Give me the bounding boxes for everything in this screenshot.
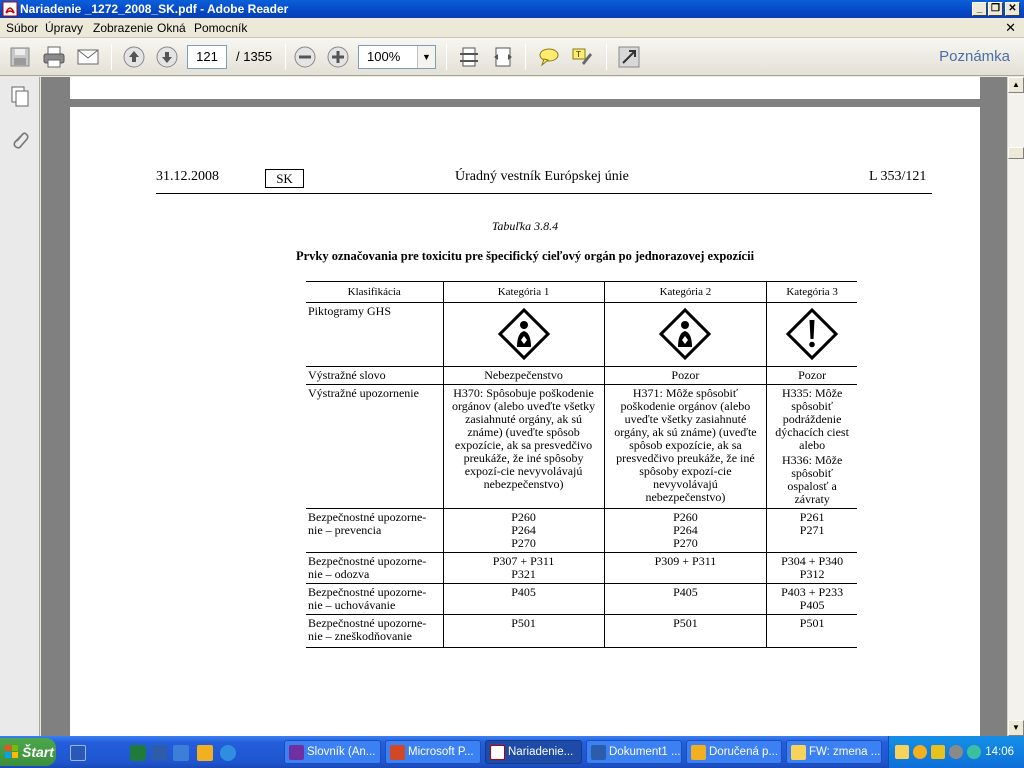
internet-explorer-icon[interactable] xyxy=(220,745,236,761)
page-number-input[interactable]: 121 xyxy=(187,45,227,69)
table-cell xyxy=(767,615,857,648)
table-cell xyxy=(604,553,767,584)
chevron-down-icon[interactable]: ▼ xyxy=(417,46,435,68)
app-icon xyxy=(390,745,405,760)
p-code: P312 xyxy=(799,567,825,581)
system-tray xyxy=(888,736,1024,768)
hazard-statement: H336: Môže spôsobiť ospalosť a závraty xyxy=(781,453,843,506)
navigation-panel xyxy=(0,77,40,736)
app-icon xyxy=(591,745,606,760)
p-code: P260 xyxy=(673,510,698,524)
table-cell xyxy=(604,584,767,615)
table-row xyxy=(306,385,857,509)
p-code: P501 xyxy=(799,616,825,630)
clock-tray-icon[interactable] xyxy=(913,745,927,759)
table-cell xyxy=(443,303,604,367)
header-category-1: Kategória 1 xyxy=(443,282,604,303)
app-icon xyxy=(490,745,505,760)
row-label: Bezpečnostné upozorne-nie – uchovávanie xyxy=(306,584,443,615)
attachment-icon[interactable] xyxy=(9,129,31,151)
taskbar-item-powerpoint[interactable] xyxy=(385,740,481,764)
p-code: P405 xyxy=(511,585,536,599)
comment-icon[interactable] xyxy=(537,45,561,69)
status-tray-icon[interactable] xyxy=(967,745,981,759)
expand-icon[interactable] xyxy=(617,45,641,69)
pages-icon[interactable] xyxy=(9,85,31,107)
taskbar-item-fw-zmena[interactable] xyxy=(786,740,882,764)
table-title: Prvky označovania pre toxicitu pre špecifický cieľový orgán po jednorazovej expozícii xyxy=(295,249,755,263)
p-code: P261 xyxy=(799,510,825,524)
close-document-icon[interactable]: ✕ xyxy=(1005,20,1016,35)
menu-bar xyxy=(0,18,1024,38)
menu-view[interactable]: Zobrazenie xyxy=(93,21,154,35)
p-code: P403 + P233 xyxy=(781,585,844,599)
task-label: Dokument1 ... xyxy=(609,746,681,758)
toolbar-separator xyxy=(606,44,607,70)
maximize-button[interactable]: ❐ xyxy=(988,2,1003,16)
table-row xyxy=(306,615,857,648)
p-code: P270 xyxy=(511,536,536,550)
table-cell xyxy=(767,303,857,367)
mail-tray-icon[interactable] xyxy=(895,745,909,759)
health-hazard-pictogram xyxy=(658,307,712,361)
taskbar-item-dokument1[interactable] xyxy=(586,740,682,764)
start-button[interactable] xyxy=(0,738,56,766)
task-label: Doručená p... xyxy=(709,746,779,758)
close-button[interactable]: ✕ xyxy=(1005,2,1020,16)
table-cell: H370: Spôsobuje poškodenie orgánov (alebo uveďte všetky zasiahnuté orgány, ak sú známe) (uveďte spôsob expozície, ak sa presvedčivo preukáže, že iné spôsoby expozí-cie nevyvolávajú nebezpečenstvo) xyxy=(443,385,604,509)
table-cell xyxy=(443,553,604,584)
header-rule xyxy=(156,193,932,194)
security-shield-icon[interactable] xyxy=(931,745,945,759)
menu-window[interactable]: Okná xyxy=(157,21,186,35)
row-label: Bezpečnostné upozorne-nie – zneškodňovanie xyxy=(306,615,443,648)
header-classification: Klasifikácia xyxy=(306,282,443,303)
table-cell xyxy=(767,584,857,615)
table-row xyxy=(306,509,857,553)
row-label: Piktogramy GHS xyxy=(306,303,443,367)
window-title: Nariadenie _1272_2008_SK.pdf - Adobe Reader xyxy=(20,2,289,16)
email-icon[interactable] xyxy=(76,45,100,69)
table-row xyxy=(306,367,857,385)
table-cell: Pozor xyxy=(604,367,767,385)
p-code: P309 + P311 xyxy=(654,554,717,568)
p-code: P264 xyxy=(673,523,698,537)
header-category-3: Kategória 3 xyxy=(767,282,857,303)
language-box: SK xyxy=(265,169,304,188)
scroll-down-button[interactable]: ▼ xyxy=(1008,720,1024,736)
taskbar-item-nariadenie[interactable] xyxy=(485,740,582,764)
p-code: P304 + P340 xyxy=(781,554,844,568)
health-hazard-pictogram xyxy=(497,307,551,361)
hazard-statement: H335: Môže spôsobiť podráždenie dýchacích ciest alebo xyxy=(775,386,849,452)
row-label: Bezpečnostné upozorne-nie – prevencia xyxy=(306,509,443,553)
minimize-button[interactable]: _ xyxy=(972,2,987,16)
toolbar-separator xyxy=(285,44,286,70)
document-view[interactable] xyxy=(41,77,1007,736)
p-code: P264 xyxy=(511,523,536,537)
save-icon[interactable] xyxy=(8,45,32,69)
toolbar-separator xyxy=(525,44,526,70)
zoom-value: 100% xyxy=(367,49,401,64)
excel-icon[interactable] xyxy=(130,745,146,761)
menu-file[interactable]: Súbor xyxy=(6,21,39,35)
toolbar xyxy=(0,38,1024,76)
zoom-select[interactable] xyxy=(358,45,436,69)
task-label: FW: zmena ... xyxy=(809,746,881,758)
clock: 14:06 xyxy=(985,746,1014,758)
scroll-up-button[interactable]: ▲ xyxy=(1008,77,1024,93)
word-icon[interactable] xyxy=(151,745,167,761)
title-bar xyxy=(0,0,1024,18)
table-cell xyxy=(443,615,604,648)
p-code: P501 xyxy=(673,616,698,630)
vertical-scrollbar[interactable] xyxy=(1007,77,1024,736)
table-row xyxy=(306,553,857,584)
label-elements-table xyxy=(306,281,857,648)
p-code: P270 xyxy=(673,536,698,550)
previous-page-bottom xyxy=(70,77,980,99)
fit-width-icon[interactable] xyxy=(491,45,515,69)
p-code: P405 xyxy=(799,598,825,612)
header-category-2: Kategória 2 xyxy=(604,282,767,303)
print-icon[interactable] xyxy=(42,45,66,69)
adobe-reader-icon xyxy=(2,1,18,17)
p-code: P307 + P311 xyxy=(492,554,555,568)
table-row xyxy=(306,303,857,367)
table-cell xyxy=(767,385,857,509)
p-code: P271 xyxy=(799,523,825,537)
p-code: P321 xyxy=(511,567,536,581)
next-page-icon[interactable] xyxy=(155,45,179,69)
table-cell: H371: Môže spôsobiť poškodenie orgánov (alebo uveďte všetky zasiahnuté orgány, ak sú známe) (uveďte spôsob expozície, ak sa presvedčivo preukáže, že iné spôsoby expozí-cie nevyvolávajú nebezpečenstvo) xyxy=(604,385,767,509)
row-label: Bezpečnostné upozorne-nie – odozva xyxy=(306,553,443,584)
app-icon xyxy=(791,745,806,760)
table-cell: Pozor xyxy=(767,367,857,385)
table-number: Tabuľka 3.8.4 xyxy=(491,219,559,233)
highlight-icon[interactable] xyxy=(570,45,594,69)
page-date: 31.12.2008 xyxy=(156,169,219,184)
network-tray-icon[interactable] xyxy=(949,745,963,759)
app-icon xyxy=(289,745,304,760)
table-cell: Nebezpečenstvo xyxy=(443,367,604,385)
row-label: Výstražné slovo xyxy=(306,367,443,385)
task-label: Slovník (An... xyxy=(307,746,376,758)
zoom-out-icon[interactable] xyxy=(293,45,317,69)
menu-help[interactable]: Pomocník xyxy=(194,21,248,35)
zoom-in-icon[interactable] xyxy=(326,45,350,69)
p-code: P501 xyxy=(511,616,536,630)
page-reference: L 353/121 xyxy=(869,169,927,184)
table-cell xyxy=(604,509,767,553)
svg-text:T: T xyxy=(576,50,581,59)
task-label: Microsoft P... xyxy=(408,746,474,758)
exclamation-pictogram xyxy=(785,307,839,361)
table-cell xyxy=(767,553,857,584)
taskbar xyxy=(0,736,1024,768)
toolbar-separator xyxy=(446,44,447,70)
taskbar-item-dorucena[interactable] xyxy=(686,740,782,764)
pdf-page xyxy=(70,107,980,736)
note-button[interactable]: Poznámka xyxy=(939,48,1010,65)
windows-flag-icon xyxy=(5,745,19,759)
toolbar-separator xyxy=(111,44,112,70)
fit-page-icon[interactable] xyxy=(457,45,481,69)
task-label: Nariadenie... xyxy=(508,746,574,758)
start-label: Štart xyxy=(22,744,54,760)
menu-edit[interactable]: Úpravy xyxy=(45,21,84,35)
table-cell xyxy=(604,303,767,367)
previous-page-icon[interactable] xyxy=(122,45,146,69)
table-cell xyxy=(767,509,857,553)
table-row xyxy=(306,584,857,615)
page-total: / 1355 xyxy=(236,49,273,64)
journal-title: Úradný vestník Európskej únie xyxy=(455,169,629,184)
scroll-thumb[interactable] xyxy=(1008,147,1024,159)
quicklaunch-sk-icon[interactable] xyxy=(70,745,86,761)
table-cell xyxy=(443,509,604,553)
table-cell xyxy=(604,615,767,648)
outlook-icon[interactable] xyxy=(173,745,189,761)
table-header-row xyxy=(306,282,857,303)
row-label: Výstražné upozornenie xyxy=(306,385,443,509)
p-code: P260 xyxy=(511,510,536,524)
taskbar-item-slovnik[interactable] xyxy=(284,740,381,764)
app-icon xyxy=(691,745,706,760)
table-cell xyxy=(443,584,604,615)
calendar-icon[interactable] xyxy=(197,745,213,761)
p-code: P405 xyxy=(673,585,698,599)
